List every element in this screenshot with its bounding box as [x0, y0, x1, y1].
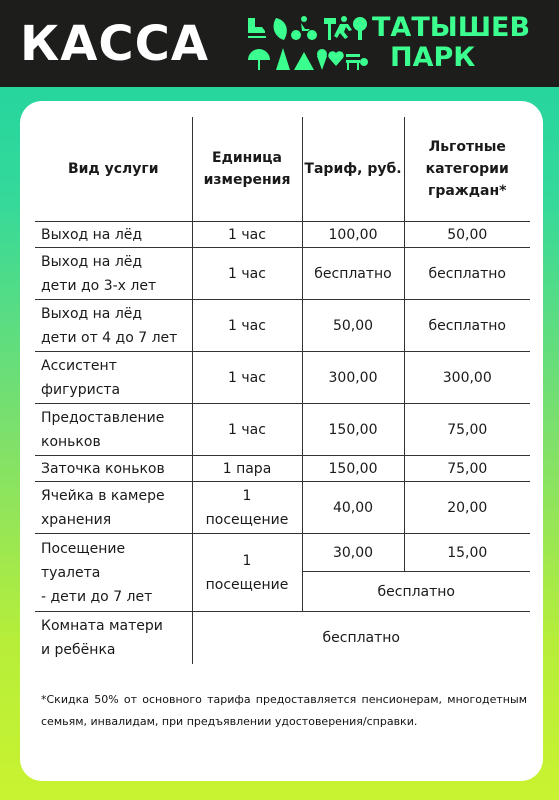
table-row — [35, 612, 530, 664]
unit-cell: 1 час — [192, 404, 302, 456]
table-row — [35, 482, 530, 534]
service-line: коньков — [41, 433, 101, 450]
service-cell: Выход на лёд — [35, 222, 192, 248]
unit-cell: 1 час — [192, 352, 302, 404]
column-header-service: Вид услуги — [35, 117, 192, 222]
tariff-cell: 100,00 — [302, 222, 404, 248]
service-line: Предоставление — [41, 409, 165, 426]
service-cell — [35, 352, 192, 404]
unit-line: 1 — [242, 487, 252, 504]
column-header-tariff: Тариф, руб. — [302, 117, 404, 222]
mountain-icon — [294, 52, 314, 70]
discount-cell: 15,00 — [404, 534, 530, 572]
logo-line-2: ПАРК — [390, 42, 476, 73]
service-cell — [35, 612, 192, 664]
table-row — [35, 404, 530, 456]
tree-icon — [353, 17, 367, 40]
table-row — [35, 222, 530, 248]
tariff-cell: 150,00 — [302, 456, 404, 482]
heart-icon — [328, 51, 344, 66]
unit-line: 1 — [242, 552, 252, 569]
service-cell: Заточка коньков — [35, 456, 192, 482]
service-line: Посещение — [41, 540, 126, 557]
service-line: фигуриста — [41, 381, 121, 398]
service-cell — [35, 404, 192, 456]
service-line: Комната матери — [41, 617, 163, 634]
table-row — [35, 534, 530, 572]
service-cell — [35, 534, 192, 612]
tower-icon — [276, 48, 290, 70]
runner-icon — [334, 16, 352, 39]
service-cell — [35, 248, 192, 300]
price-table — [35, 117, 530, 664]
tariff-cell: 30,00 — [302, 534, 404, 572]
bench-icon — [346, 54, 360, 70]
discount-cell: 50,00 — [404, 222, 530, 248]
park-logo — [372, 13, 530, 73]
unit-cell: 1 пара — [192, 456, 302, 482]
unit-cell — [192, 482, 302, 534]
discount-cell: 20,00 — [404, 482, 530, 534]
price-card — [20, 101, 543, 781]
discount-cell: бесплатно — [404, 248, 530, 300]
unit-cell: 1 час — [192, 222, 302, 248]
tariff-cell: 50,00 — [302, 300, 404, 352]
discount-cell: 75,00 — [404, 404, 530, 456]
discount-cell: 300,00 — [404, 352, 530, 404]
footnote: *Скидка 50% от основного тарифа предоставляется пенсионерам, многодетным семьям, инвалидам, при предъявлении удостоверения/справки. — [41, 693, 527, 728]
park-activity-icons — [246, 14, 368, 76]
service-line: туалета — [41, 564, 101, 581]
service-line: - дети до 7 лет — [41, 588, 153, 605]
tariff-cell: 300,00 — [302, 352, 404, 404]
service-cell — [35, 482, 192, 534]
ice-cream-icon — [317, 49, 327, 70]
cyclist-icon — [291, 16, 317, 40]
page-title: КАССА — [20, 16, 209, 72]
service-line: Выход на лёд — [41, 253, 143, 270]
service-line: Выход на лёд — [41, 305, 143, 322]
table-row — [35, 352, 530, 404]
unit-line: посещение — [205, 511, 289, 528]
table-header-row — [35, 117, 530, 222]
unit-cell: 1 час — [192, 300, 302, 352]
leaf-icon — [274, 18, 287, 40]
table-row — [35, 248, 530, 300]
service-line: Ячейка в камере — [41, 487, 165, 504]
umbrella-icon — [248, 49, 270, 70]
children-free-cell: бесплатно — [302, 572, 530, 612]
tariff-cell: бесплатно — [302, 248, 404, 300]
service-line: и ребёнка — [41, 641, 116, 658]
service-line: Ассистент — [41, 357, 117, 374]
service-line: дети до 3-х лет — [41, 277, 157, 294]
table-row — [35, 300, 530, 352]
service-cell — [35, 300, 192, 352]
header-bar — [0, 0, 559, 87]
ball-icon — [360, 58, 368, 66]
column-header-discount: Льготные категории граждан* — [404, 117, 530, 222]
sign-icon — [324, 18, 336, 40]
tariff-cell: 150,00 — [302, 404, 404, 456]
mother-child-room-value: бесплатно — [192, 612, 530, 664]
unit-cell — [192, 534, 302, 612]
discount-cell: бесплатно — [404, 300, 530, 352]
tariff-cell: 40,00 — [302, 482, 404, 534]
service-line: дети от 4 до 7 лет — [41, 329, 178, 346]
skate-icon — [248, 18, 266, 38]
table-row — [35, 456, 530, 482]
discount-cell: 75,00 — [404, 456, 530, 482]
column-header-unit: Единица измерения — [192, 117, 302, 222]
logo-line-1: ТАТЫШЕВ — [372, 12, 531, 43]
unit-cell: 1 час — [192, 248, 302, 300]
service-line: хранения — [41, 511, 112, 528]
unit-line: посещение — [205, 576, 289, 593]
